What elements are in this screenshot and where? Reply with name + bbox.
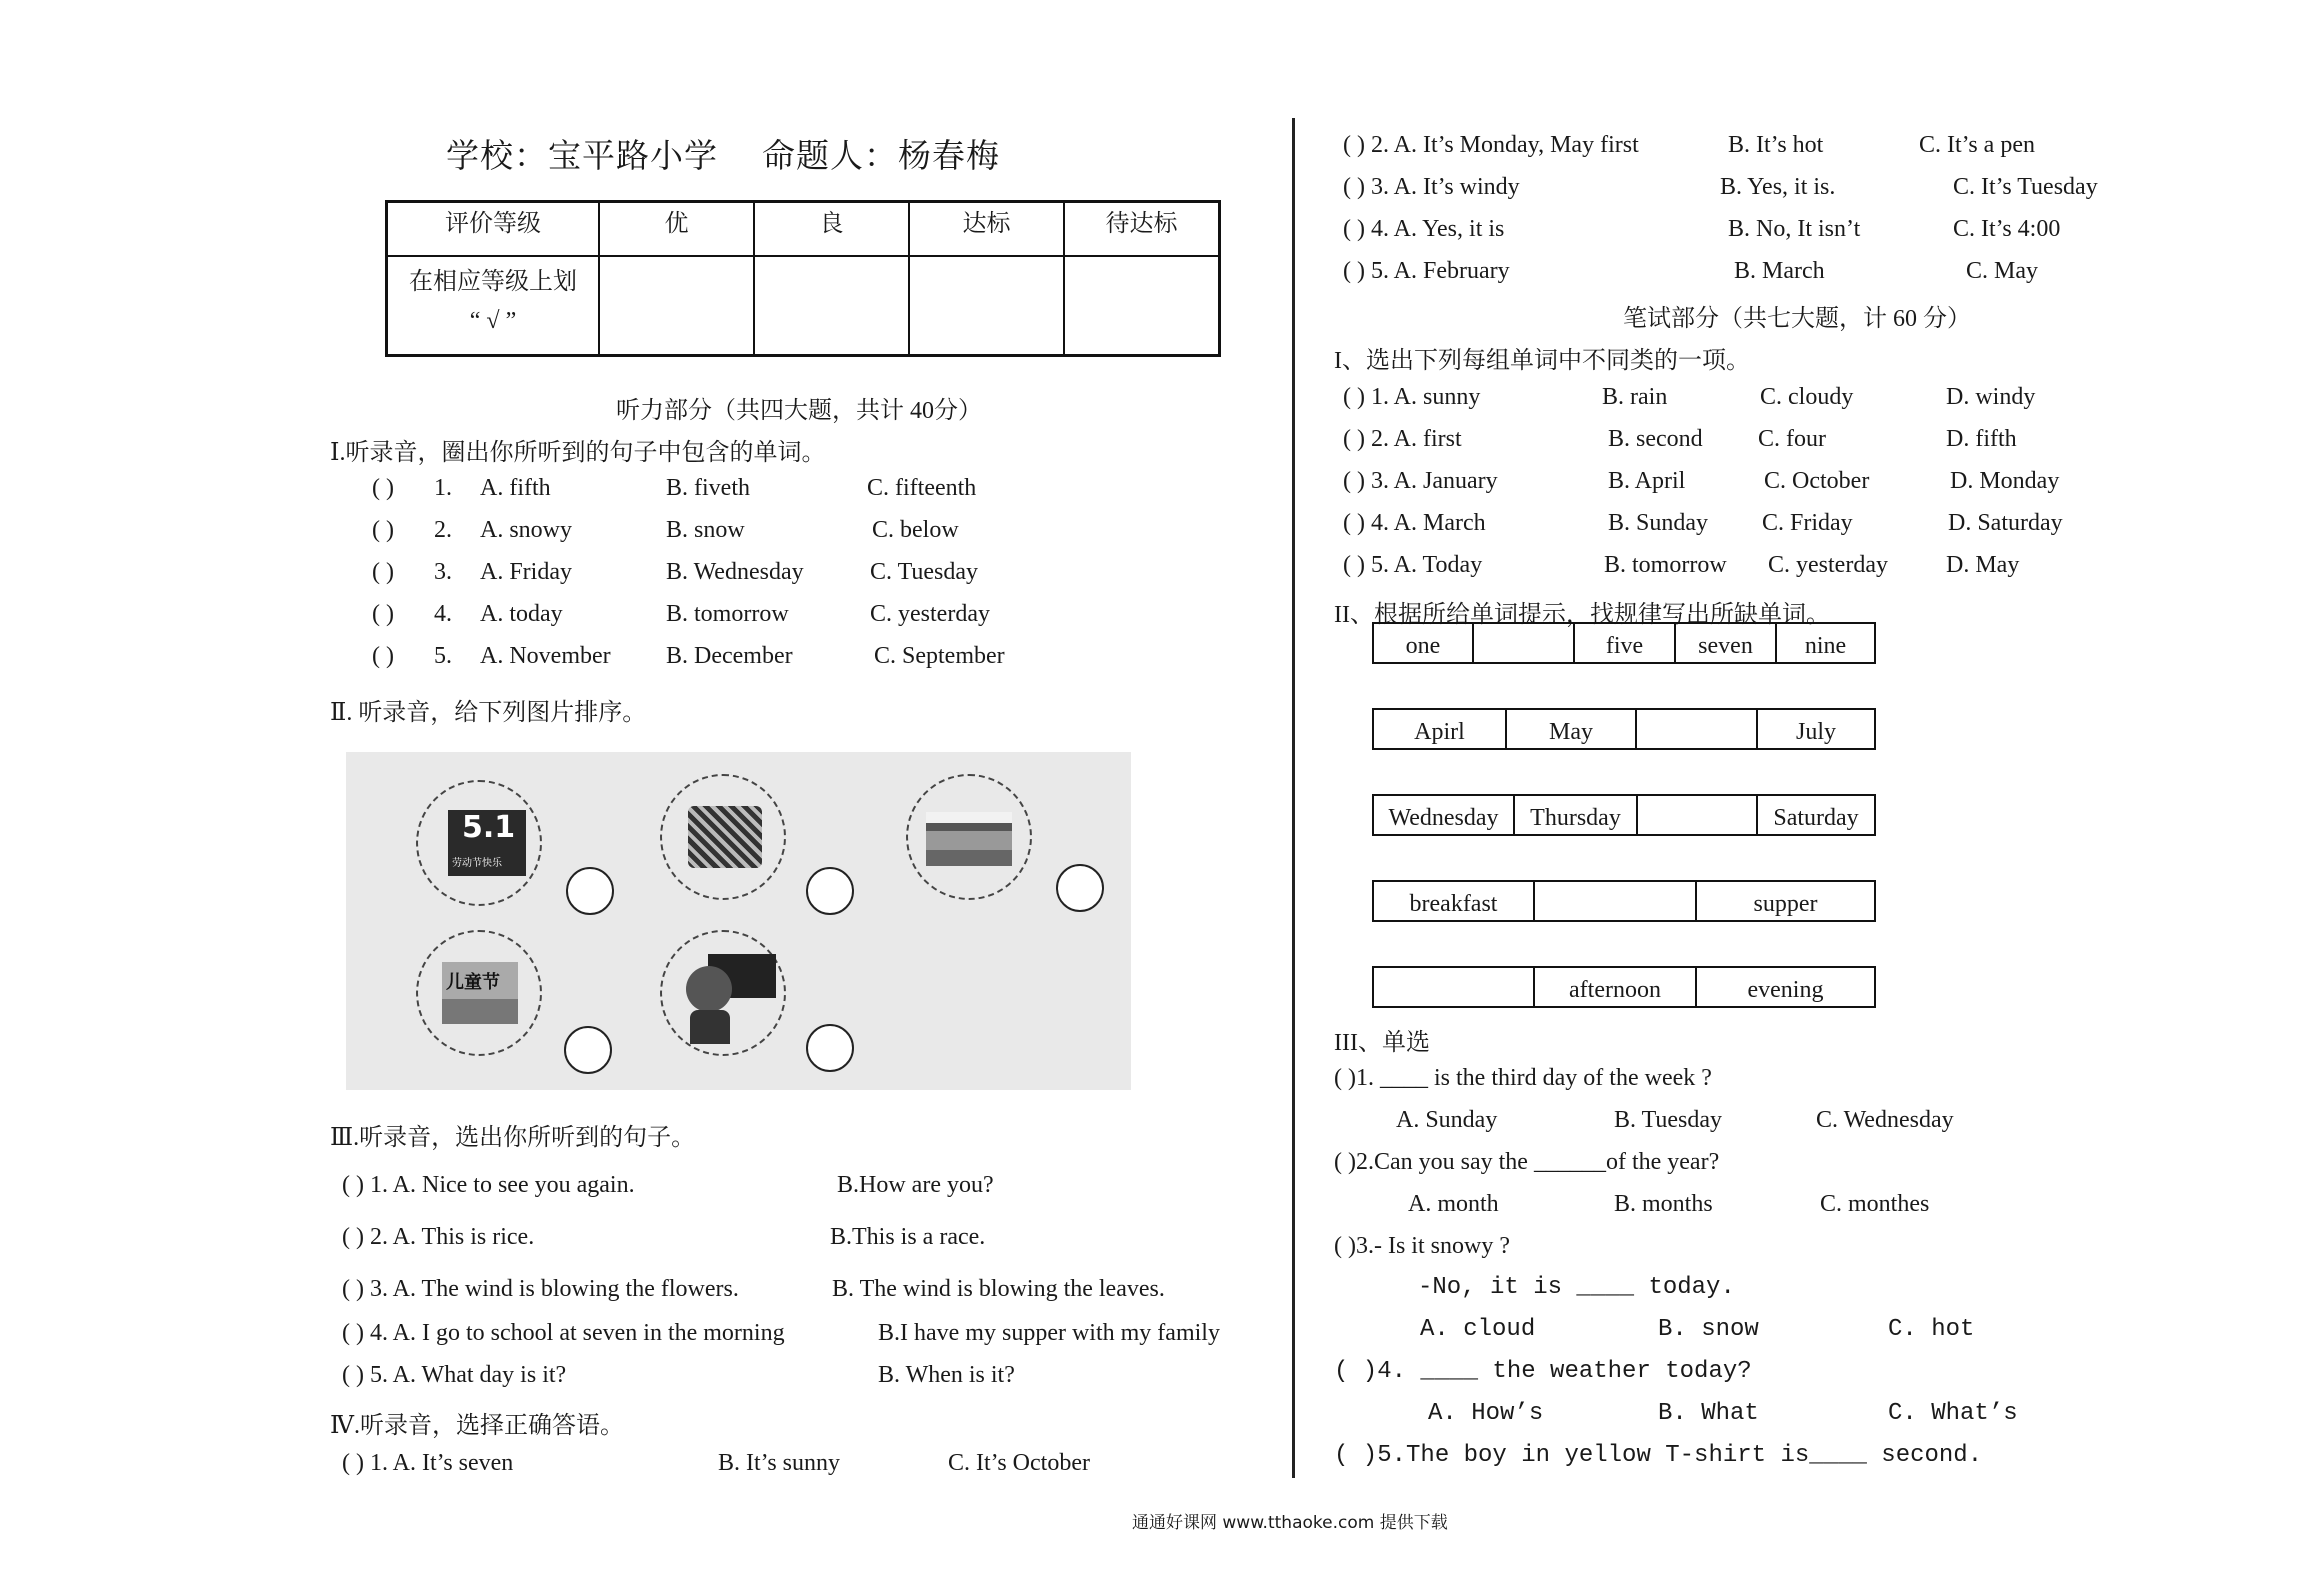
w3-q3-a: A. cloud [1420,1316,1536,1343]
childrens-day-caption: 儿童节 [446,972,500,993]
pattern-blank-cell[interactable] [1474,624,1575,662]
w1-q4-c: C. Friday [1762,510,1853,536]
w1-q3-c: C. October [1764,468,1870,494]
w1-q3-a: ( ) 3. A. January [1343,468,1498,494]
pattern-cell: Apirl [1374,710,1507,748]
w3-q2-b: B. months [1614,1191,1713,1217]
listening-s3-title: Ⅲ.听录音，选出你所听到的句子。 [330,1125,696,1151]
l4-q3-b: B. Yes, it is. [1720,174,1836,200]
w3-q4-c: C. What’s [1888,1400,2018,1427]
w3-q4-b: B. What [1658,1400,1759,1427]
l1-q4-a: A. today [480,601,563,627]
pattern-blank-cell[interactable] [1638,796,1758,834]
written-s2-title: II、根据所给单词提示，找规律写出所缺单词。 [1334,602,1830,628]
l4-q1-b: B. It’s sunny [718,1450,841,1476]
l1-q2-paren[interactable]: ( ) [372,517,394,543]
w1-q4-a: ( ) 4. A. March [1343,510,1486,536]
pattern-row-times-of-day [1372,966,1876,1008]
l4-q1-c: C. It’s October [948,1450,1090,1476]
w1-q1-c: C. cloudy [1760,384,1854,410]
l1-q4-c: C. yesterday [870,601,990,627]
w3-q3-c: C. hot [1888,1316,1975,1343]
l3-q1-a: ( ) 1. A. Nice to see you again. [342,1172,635,1198]
l1-q5-c: C. September [874,643,1005,669]
l4-q4-c: C. It’s 4:00 [1953,216,2061,242]
w1-q2-c: C. four [1758,426,1826,452]
l3-q3-b: B. The wind is blowing the leaves. [832,1276,1165,1302]
l1-q2-a: A. snowy [480,517,573,543]
w3-q1: ( )1. ____ is the third day of the week ? [1334,1065,1712,1091]
l1-q3-c: C. Tuesday [870,559,979,585]
l1-q3-num: 3. [434,559,452,585]
l4-q5-b: B. March [1734,258,1825,284]
eval-header-good: 良 [754,202,909,256]
l1-q1-c: C. fifteenth [867,475,977,501]
question-author: 命题人：杨春梅 [762,139,1000,175]
eval-row-label-line1: 在相应等级上划 [409,268,577,295]
l4-q2-b: B. It’s hot [1728,132,1824,158]
pattern-row-meals [1372,880,1876,922]
w3-q3: ( )3.- Is it snowy ? [1334,1233,1510,1259]
eval-header-excellent: 优 [599,202,754,256]
l4-q4-a: ( ) 4. A. Yes, it is [1343,216,1505,242]
festival-crowd-drawing [688,806,762,868]
w3-q2-c: C. monthes [1820,1191,1930,1217]
written-s3-title: III、单选 [1334,1030,1430,1056]
w1-q2-a: ( ) 2. A. first [1343,426,1462,452]
pattern-cell: evening [1747,977,1824,1003]
eval-header-pass: 达标 [909,202,1064,256]
evaluation-table [385,200,1221,357]
written-s1-title: I、选出下列每组单词中不同类的一项。 [1334,348,1750,374]
pic3-answer-circle[interactable] [1056,864,1104,912]
pattern-blank-cell[interactable] [1374,968,1535,1006]
l3-q4-a: ( ) 4. A. I go to school at seven in the morning [342,1320,785,1346]
picture-tiananmen [906,774,1032,900]
column-divider [1292,118,1295,1478]
l1-q2-c: C. below [872,517,959,543]
w3-q4-a: A. How’s [1428,1400,1544,1427]
eval-header-level: 评价等级 [387,202,600,256]
l4-q2-a: ( ) 2. A. It’s Monday, May first [1343,132,1639,158]
w1-q5-a: ( ) 5. A. Today [1343,552,1483,578]
may-day-caption: 劳动节快乐 [452,858,502,869]
l3-q1-b: B.How are you? [837,1172,994,1198]
l1-q4-num: 4. [434,601,452,627]
eval-cell-needs-work[interactable] [1064,256,1220,356]
l4-q1-a: ( ) 1. A. It’s seven [342,1450,514,1476]
l4-q5-a: ( ) 5. A. February [1343,258,1510,284]
w3-q5: ( )5.The boy in yellow T-shirt is____ second. [1334,1442,1983,1469]
picture-festival-crowd [660,774,786,900]
w1-q5-d: D. May [1946,552,2020,578]
l3-q5-a: ( ) 5. A. What day is it? [342,1362,567,1388]
pattern-row-months [1372,708,1876,750]
picture-may-day [416,780,542,906]
picture-childrens-day [416,930,542,1056]
eval-cell-pass[interactable] [909,256,1064,356]
l1-q1-b: B. fiveth [666,475,750,501]
l1-q4-b: B. tomorrow [666,601,789,627]
w3-q1-a: A. Sunday [1396,1107,1498,1133]
pattern-cell: breakfast [1374,882,1535,920]
tiananmen-drawing [926,812,1012,866]
l1-q3-paren[interactable]: ( ) [372,559,394,585]
eval-cell-excellent[interactable] [599,256,754,356]
l3-q5-b: B. When is it? [878,1362,1015,1388]
pattern-cell: Thursday [1515,796,1638,834]
l1-q1-num: 1. [434,475,452,501]
l4-q2-c: C. It’s a pen [1919,132,2035,158]
l4-q4-b: B. No, It isn’t [1728,216,1861,242]
listening-title: 听力部分（共四大题，共计 40分） [616,398,982,424]
pattern-cell: one [1374,624,1474,662]
w1-q1-b: B. rain [1602,384,1668,410]
pattern-cell: Saturday [1773,805,1859,831]
pattern-cell: Wednesday [1374,796,1515,834]
written-title: 笔试部分（共七大题，计 60 分） [1623,306,1971,332]
pattern-cell: May [1507,710,1637,748]
w1-q1-d: D. windy [1946,384,2036,410]
pic1-answer-circle[interactable] [566,867,614,915]
l1-q3-b: B. Wednesday [666,559,804,585]
w1-q3-b: B. April [1608,468,1686,494]
w1-q2-d: D. fifth [1946,426,2017,452]
w1-q1-a: ( ) 1. A. sunny [1343,384,1481,410]
teacher-body-drawing [690,1010,730,1044]
pattern-cell: afternoon [1535,968,1697,1006]
picture-teacher [660,930,786,1056]
w1-q4-d: D. Saturday [1948,510,2063,536]
w3-q2: ( )2.Can you say the ______of the year? [1334,1149,1720,1175]
pattern-cell: July [1795,719,1836,745]
w3-q2-a: A. month [1408,1191,1499,1217]
w1-q2-b: B. second [1608,426,1703,452]
school-name: 学校：宝平路小学 [446,139,718,175]
listening-s1-title: Ⅰ.听录音，圈出你所听到的句子中包含的单词。 [330,440,826,466]
pic4-answer-circle[interactable] [564,1026,612,1074]
l1-q4-paren[interactable]: ( ) [372,601,394,627]
pattern-cell: five [1575,624,1676,662]
pattern-row-numbers [1372,622,1876,664]
eval-cell-good[interactable] [754,256,909,356]
l1-q1-a: A. fifth [480,475,551,501]
l1-q5-paren[interactable]: ( ) [372,643,394,669]
pic2-answer-circle[interactable] [806,867,854,915]
l1-q2-b: B. snow [666,517,745,543]
l3-q2-a: ( ) 2. A. This is rice. [342,1224,535,1250]
footer-credit: 通通好课网 www.tthaoke.com 提供下载 [1132,1513,1448,1533]
w3-q1-c: C. Wednesday [1816,1107,1954,1133]
w1-q3-d: D. Monday [1950,468,2060,494]
pic5-answer-circle[interactable] [806,1024,854,1072]
l3-q4-b: B.I have my supper with my family [878,1320,1220,1346]
pattern-cell: nine [1804,633,1847,659]
eval-row-label [387,256,600,356]
picture-panel [346,752,1131,1090]
l1-q5-num: 5. [434,643,452,669]
w1-q4-b: B. Sunday [1608,510,1709,536]
pattern-cell: seven [1676,624,1777,662]
w1-q5-c: C. yesterday [1768,552,1888,578]
may-day-number: 5.1 [462,810,516,845]
l3-q3-a: ( ) 3. A. The wind is blowing the flowers. [342,1276,739,1302]
l4-q5-c: C. May [1966,258,2038,284]
eval-row-label-line2: “ √ ” [469,307,517,334]
w3-q1-b: B. Tuesday [1614,1107,1723,1133]
w3-q3-reply: -No, it is ____ today. [1418,1274,1735,1301]
l4-q3-a: ( ) 3. A. It’s windy [1343,174,1520,200]
l1-q2-num: 2. [434,517,452,543]
l1-q5-a: A. November [480,643,611,669]
l1-q3-a: A. Friday [480,559,572,585]
w3-q4: ( )4. ____ the weather today? [1334,1358,1752,1385]
l1-q1-paren[interactable]: ( ) [372,475,394,501]
l3-q2-b: B.This is a race. [830,1224,986,1250]
pattern-blank-cell[interactable] [1535,882,1697,920]
pattern-blank-cell[interactable] [1637,710,1758,748]
l4-q3-c: C. It’s Tuesday [1953,174,2098,200]
listening-s4-title: Ⅳ.听录音，选择正确答语。 [330,1413,624,1439]
w1-q5-b: B. tomorrow [1604,552,1727,578]
teacher-head-drawing [686,966,732,1012]
pattern-cell: supper [1753,891,1818,917]
w3-q3-b: B. snow [1658,1316,1759,1343]
pattern-row-weekdays [1372,794,1876,836]
eval-header-needs-work: 待达标 [1064,202,1220,256]
l1-q5-b: B. December [666,643,793,669]
listening-s2-title: Ⅱ. 听录音，给下列图片排序。 [330,700,647,726]
